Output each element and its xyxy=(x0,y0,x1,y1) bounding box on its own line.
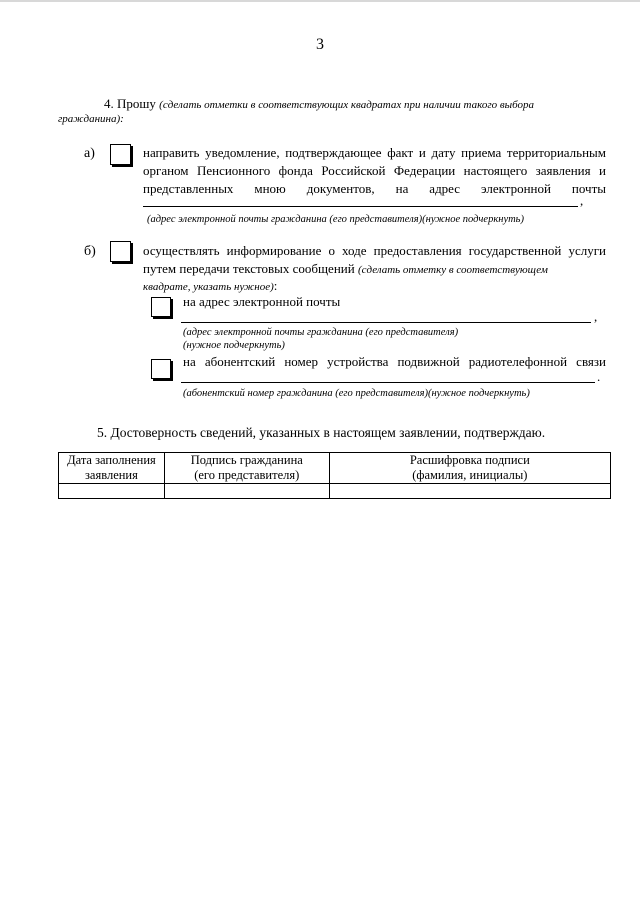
page-top-edge xyxy=(0,0,640,2)
option-a-caption: (адрес электронной почты гражданина (его представителя)(нужное подчеркнуть) xyxy=(147,214,524,225)
option-b-phone-caption: (абонентский номер гражданина (его представителя)(нужное подчеркнуть) xyxy=(183,388,530,399)
option-a-line3: представленных мною документов, на адрес электронной почты xyxy=(143,181,606,196)
header-decoding-line1: Расшифровка подписи xyxy=(409,453,530,467)
header-signature xyxy=(164,453,329,484)
option-b-phone-period: . xyxy=(597,369,601,384)
option-a-marker: а) xyxy=(84,146,95,161)
header-fill-date-line1: Дата заполнения xyxy=(67,453,156,467)
signature-table-header xyxy=(59,453,611,484)
option-b-email-line[interactable] xyxy=(181,322,591,323)
option-b-line2-note: (сделать отметку в соответствующем xyxy=(357,264,548,276)
page-number: 3 xyxy=(316,36,324,53)
option-a-line-comma: , xyxy=(580,193,584,208)
option-b-email-comma: , xyxy=(594,309,598,324)
section4-note: (сделать отметки в соответствующих квадратах при наличии такого выбора xyxy=(159,99,534,111)
header-signature-line1: Подпись гражданина xyxy=(190,453,303,467)
option-b-checkbox[interactable] xyxy=(110,241,131,262)
header-fill-date-line2: заявления xyxy=(84,468,138,482)
option-b-email-label: на адрес электронной почты xyxy=(183,294,341,309)
option-b-line3-colon: : xyxy=(273,278,278,293)
table-row xyxy=(59,484,611,499)
signature-table xyxy=(58,452,611,499)
option-a-line1: направить уведомление, подтверждающее факт и дату приема территориальным xyxy=(143,145,606,160)
option-b-line1: осуществлять информирование о ходе предоставления государственной услуги xyxy=(143,243,606,258)
fill-date-cell[interactable] xyxy=(59,484,165,499)
section5-text: 5. Достоверность сведений, указанных в настоящем заявлении, подтверждаю. xyxy=(97,425,546,440)
option-b-phone-label: на абонентский номер устройства подвижной радиотелефонной связи xyxy=(183,354,606,369)
option-b-line3-note: квадрате, указать нужное) xyxy=(143,281,274,293)
section4-heading xyxy=(104,95,612,114)
option-a-checkbox[interactable] xyxy=(110,144,131,165)
signature-decoding-cell[interactable] xyxy=(329,484,610,499)
option-b-email-checkbox[interactable] xyxy=(151,297,171,317)
header-signature-decoding xyxy=(329,453,610,484)
header-signature-line2: (его представителя) xyxy=(194,468,300,482)
section4-note-cont: гражданина): xyxy=(58,113,124,125)
header-fill-date xyxy=(59,453,165,484)
header-decoding-line2: (фамилия, инициалы) xyxy=(412,468,528,482)
option-b-phone-line[interactable] xyxy=(181,382,595,383)
option-b-phone-checkbox[interactable] xyxy=(151,359,171,379)
option-b-line2-text: путем передачи текстовых сообщений xyxy=(143,261,355,276)
option-a-line2: органом Пенсионного фонда Российской Федерации настоящего заявления и xyxy=(143,163,606,178)
option-b-marker: б) xyxy=(84,244,96,259)
option-a-email-line[interactable] xyxy=(143,206,578,207)
option-b-email-caption-note: (нужное подчеркнуть) xyxy=(183,340,285,351)
section4-lead: 4. Прошу xyxy=(104,96,156,111)
signature-cell[interactable] xyxy=(164,484,329,499)
option-b-email-caption: (адрес электронной почты гражданина (его представителя) xyxy=(183,327,459,338)
